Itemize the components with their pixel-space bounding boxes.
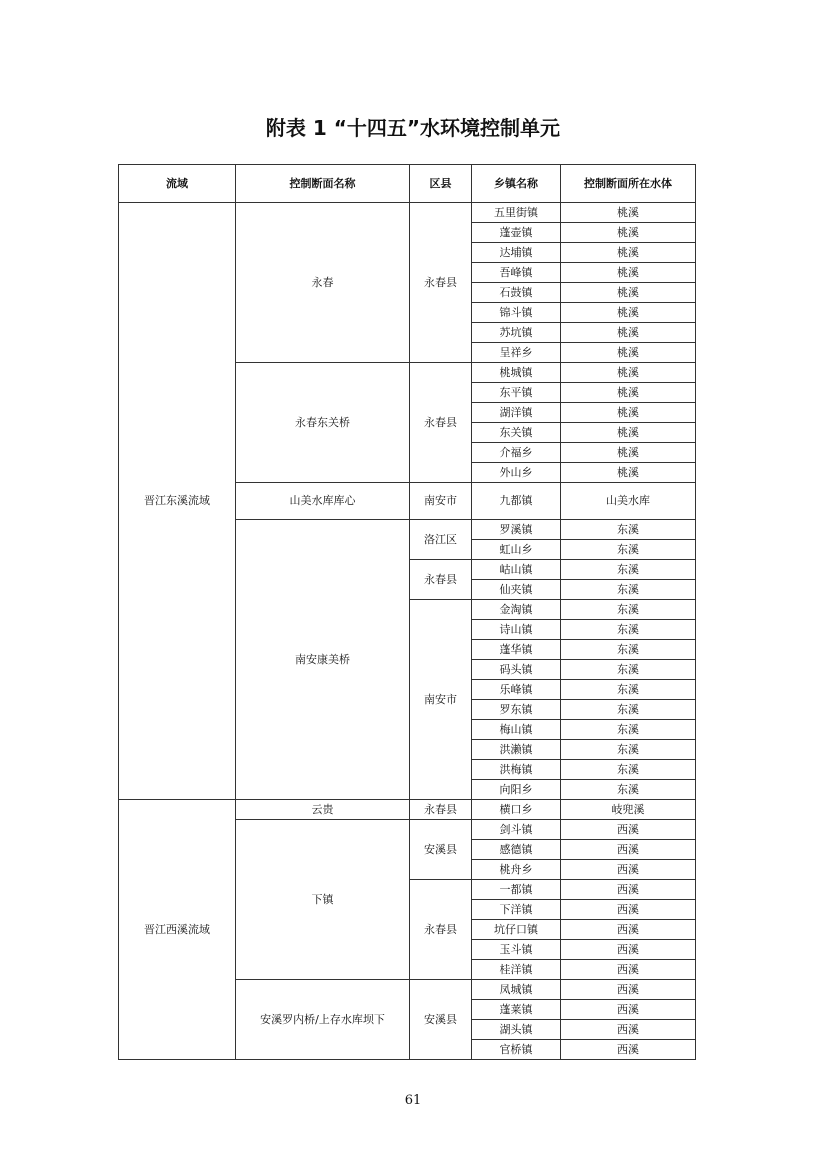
town-cell: 一都镇: [472, 880, 561, 900]
town-cell: 剑斗镇: [472, 820, 561, 840]
town-cell: 桃舟乡: [472, 860, 561, 880]
town-cell: 苏坑镇: [472, 323, 561, 343]
town-cell: 蓬莱镇: [472, 1000, 561, 1020]
section-cell: 下镇: [236, 820, 410, 980]
water-cell: 西溪: [561, 1040, 696, 1060]
county-cell: 永春县: [410, 880, 472, 980]
water-cell: 西溪: [561, 820, 696, 840]
water-cell: 东溪: [561, 600, 696, 620]
water-cell: 东溪: [561, 700, 696, 720]
town-cell: 感德镇: [472, 840, 561, 860]
water-cell: 桃溪: [561, 303, 696, 323]
section-cell: 永春东关桥: [236, 363, 410, 483]
section-cell: 安溪罗内桥/上存水库坝下: [236, 980, 410, 1060]
table-row: [119, 203, 696, 223]
water-cell: 桃溪: [561, 203, 696, 223]
water-cell: 桃溪: [561, 243, 696, 263]
header-water: 控制断面所在水体: [561, 165, 696, 203]
town-cell: 桂洋镇: [472, 960, 561, 980]
town-cell: 金淘镇: [472, 600, 561, 620]
town-cell: 仙夹镇: [472, 580, 561, 600]
water-cell: 桃溪: [561, 423, 696, 443]
town-cell: 呈祥乡: [472, 343, 561, 363]
page-title: 附表 1 “十四五”水环境控制单元: [265, 116, 561, 140]
county-cell: 南安市: [410, 483, 472, 520]
town-cell: 坑仔口镇: [472, 920, 561, 940]
water-cell: 桃溪: [561, 223, 696, 243]
county-cell: 安溪县: [410, 820, 472, 880]
county-cell: 永春县: [410, 363, 472, 483]
section-cell: 永春: [236, 203, 410, 363]
town-cell: 乐峰镇: [472, 680, 561, 700]
town-cell: 五里街镇: [472, 203, 561, 223]
town-cell: 横口乡: [472, 800, 561, 820]
water-cell: 西溪: [561, 900, 696, 920]
town-cell: 湖头镇: [472, 1020, 561, 1040]
water-cell: 桃溪: [561, 383, 696, 403]
county-cell: 安溪县: [410, 980, 472, 1060]
water-cell: 西溪: [561, 880, 696, 900]
town-cell: 岵山镇: [472, 560, 561, 580]
header-section: 控制断面名称: [236, 165, 410, 203]
header-basin: 流域: [119, 165, 236, 203]
water-cell: 西溪: [561, 1020, 696, 1040]
county-cell: 洛江区: [410, 520, 472, 560]
water-cell: 西溪: [561, 860, 696, 880]
town-cell: 官桥镇: [472, 1040, 561, 1060]
town-cell: 梅山镇: [472, 720, 561, 740]
water-cell: 桃溪: [561, 403, 696, 423]
water-cell: 东溪: [561, 580, 696, 600]
town-cell: 东平镇: [472, 383, 561, 403]
town-cell: 达埔镇: [472, 243, 561, 263]
water-cell: 桃溪: [561, 443, 696, 463]
town-cell: 罗溪镇: [472, 520, 561, 540]
section-cell: 云贵: [236, 800, 410, 820]
town-cell: 凤城镇: [472, 980, 561, 1000]
county-cell: 永春县: [410, 560, 472, 600]
town-cell: 洪梅镇: [472, 760, 561, 780]
town-cell: 下洋镇: [472, 900, 561, 920]
water-cell: 东溪: [561, 740, 696, 760]
section-cell: 山美水库库心: [236, 483, 410, 520]
water-cell: 东溪: [561, 640, 696, 660]
water-cell: 山美水库: [561, 483, 696, 520]
town-cell: 虹山乡: [472, 540, 561, 560]
town-cell: 向阳乡: [472, 780, 561, 800]
basin-cell: 晋江东溪流域: [119, 203, 236, 800]
water-cell: 桃溪: [561, 323, 696, 343]
water-cell: 岐兜溪: [561, 800, 696, 820]
water-cell: 东溪: [561, 680, 696, 700]
town-cell: 东关镇: [472, 423, 561, 443]
water-cell: 桃溪: [561, 283, 696, 303]
town-cell: 九都镇: [472, 483, 561, 520]
header-county: 区县: [410, 165, 472, 203]
town-cell: 罗东镇: [472, 700, 561, 720]
water-cell: 东溪: [561, 520, 696, 540]
water-cell: 东溪: [561, 720, 696, 740]
table-row: [119, 800, 696, 820]
section-cell: 南安康美桥: [236, 520, 410, 800]
county-cell: 永春县: [410, 800, 472, 820]
basin-cell: 晋江西溪流域: [119, 800, 236, 1060]
water-cell: 东溪: [561, 660, 696, 680]
water-cell: 西溪: [561, 840, 696, 860]
water-cell: 桃溪: [561, 363, 696, 383]
water-cell: 西溪: [561, 1000, 696, 1020]
county-cell: 永春县: [410, 203, 472, 363]
town-cell: 吾峰镇: [472, 263, 561, 283]
table-header-row: [119, 165, 696, 203]
town-cell: 锦斗镇: [472, 303, 561, 323]
town-cell: 外山乡: [472, 463, 561, 483]
town-cell: 介福乡: [472, 443, 561, 463]
water-cell: 东溪: [561, 780, 696, 800]
town-cell: 蓬华镇: [472, 640, 561, 660]
water-cell: 桃溪: [561, 263, 696, 283]
town-cell: 洪濑镇: [472, 740, 561, 760]
water-cell: 桃溪: [561, 463, 696, 483]
town-cell: 湖洋镇: [472, 403, 561, 423]
water-cell: 西溪: [561, 920, 696, 940]
water-cell: 西溪: [561, 940, 696, 960]
water-cell: 东溪: [561, 540, 696, 560]
water-cell: 西溪: [561, 960, 696, 980]
water-cell: 桃溪: [561, 343, 696, 363]
town-cell: 玉斗镇: [472, 940, 561, 960]
town-cell: 桃城镇: [472, 363, 561, 383]
town-cell: 诗山镇: [472, 620, 561, 640]
town-cell: 石鼓镇: [472, 283, 561, 303]
town-cell: 码头镇: [472, 660, 561, 680]
control-unit-table: [118, 164, 696, 1060]
county-cell: 南安市: [410, 600, 472, 800]
water-cell: 东溪: [561, 560, 696, 580]
water-cell: 西溪: [561, 980, 696, 1000]
header-town: 乡镇名称: [472, 165, 561, 203]
town-cell: 蓬壶镇: [472, 223, 561, 243]
page-number: 61: [404, 1093, 422, 1108]
water-cell: 东溪: [561, 620, 696, 640]
water-cell: 东溪: [561, 760, 696, 780]
